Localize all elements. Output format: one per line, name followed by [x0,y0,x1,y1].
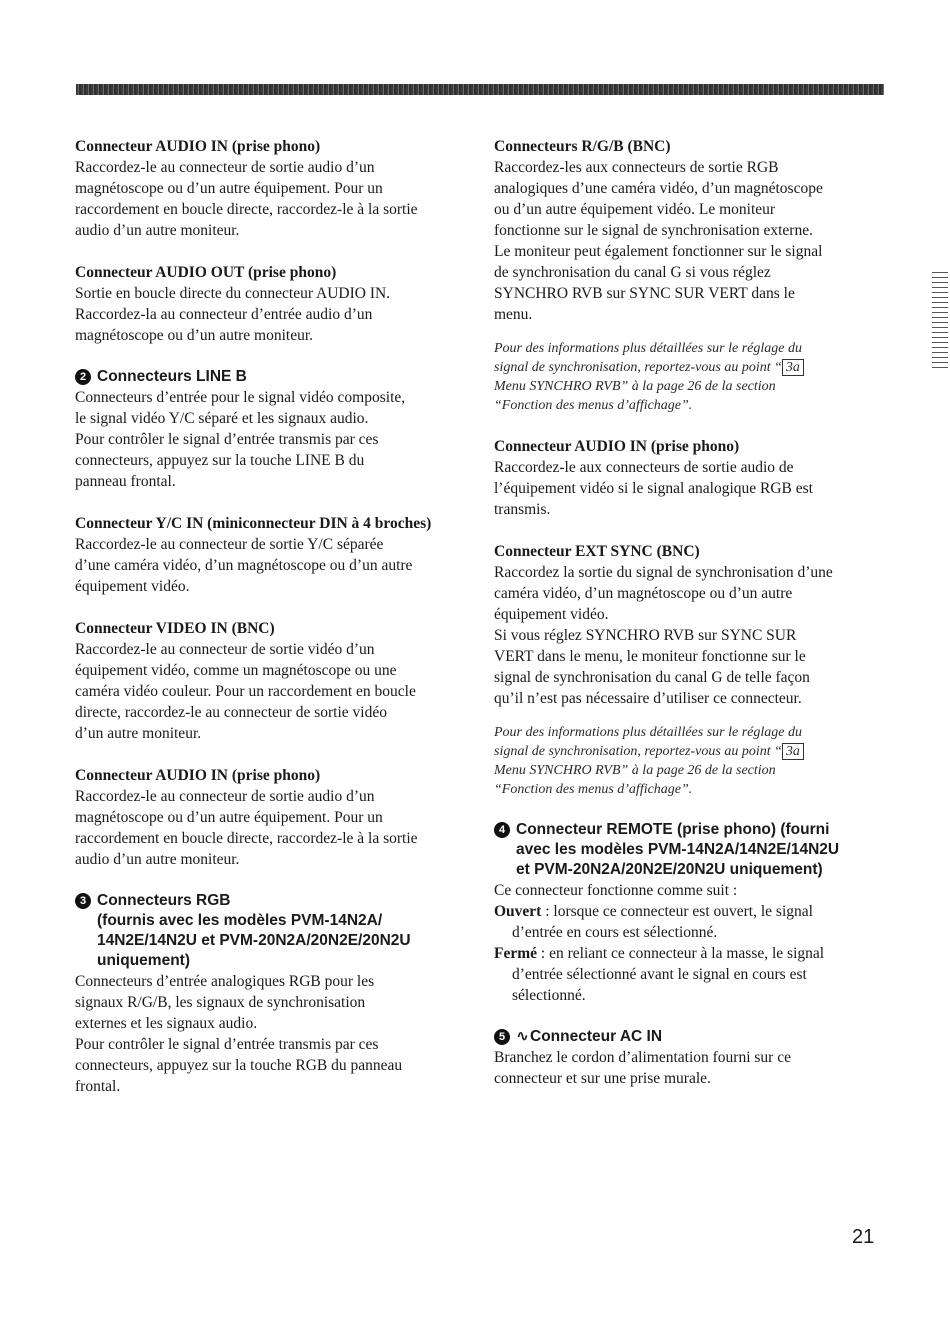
section-body: Raccordez-les aux connecteurs de sortie RGB analogiques d’une caméra vidéo, d’un magnétoscope ou d’un autre équipement vidéo. Le moniteur fonctionne sur le signal de synchronisation externe. Le moniteur peut également fonctionner sur le signal de synchronisation du canal G si vous réglez SYNCHRO RVB sur SYNC SUR VERT dans le menu. [494,159,823,323]
section-heading: 5 ∿Connecteur AC IN [494,1027,884,1047]
right-column [494,136,884,1110]
section-body: Sortie en boucle directe du connecteur AUDIO IN. Raccordez-la au connecteur d’entrée audio d’un magnétoscope ou d’un autre moniteur. [75,285,391,344]
section-body: Connecteurs d’entrée pour le signal vidéo composite, le signal vidéo Y/C séparé et les signaux audio. Pour contrôler le signal d’entrée transmis par ces connecteurs, appuyez sur la touche LINE B du panneau frontal. [75,389,406,490]
section-heading: 2 Connecteurs LINE B [75,367,465,387]
section-body: Raccordez-le au connecteur de sortie audio d’un magnétoscope ou d’un autre équipement. Pour un raccordement en boucle directe, raccordez-le à la sortie audio d’un autre moniteur. [75,159,418,239]
section-body: Raccordez-le au connecteur de sortie Y/C séparée d’une caméra vidéo, d’un magnétoscope ou d’un autre équipement vidéo. [75,536,413,595]
menu-ref-box: 3a [782,743,804,760]
section-body: Connecteurs d’entrée analogiques RGB pour les signaux R/G/B, les signaux de synchronisation externes et les signaux audio. Pour contrôler le signal d’entrée transmis par ces connecteurs, appuyez sur la touche RGB du panneau frontal. [75,973,403,1095]
section-intro: Ce connecteur fonctionne comme suit : [494,882,738,899]
number-badge: 3 [75,893,91,909]
section-audio-in-rgb [494,436,884,520]
section-body: Raccordez-le au connecteur de sortie audio d’un magnétoscope ou d’un autre équipement. Pour un raccordement en boucle directe, raccordez-le à la sortie audio d’un autre moniteur. [75,788,418,868]
section-yc-in [75,513,465,597]
section-heading: Connecteur AUDIO IN (prise phono) [75,138,321,155]
section-heading: Connecteurs R/G/B (BNC) [494,138,671,155]
definition-open: Ouvert : lorsque ce connecteur est ouvert, le signal d’entrée en cours est sélectionné. [494,903,813,941]
number-badge: 5 [494,1029,510,1045]
section-heading: Connecteur AUDIO IN (prise phono) [494,438,740,455]
section-heading: Connecteur EXT SYNC (BNC) [494,543,700,560]
note-text: Pour des informations plus détaillées sur le réglage du signal de synchronisation, reportez-vous au point “ 3a Menu SYNCHRO RVB” à la page 26 de la section “Fonction des menus d’affichage”. [494,725,802,797]
section-heading: Connecteur VIDEO IN (BNC) [75,620,275,637]
section-heading: Connecteur AUDIO IN (prise phono) [75,767,321,784]
left-column [75,136,465,1118]
section-ext-sync [494,541,884,709]
section-heading: 4 Connecteur REMOTE (prise phono) (fourni avec les modèles PVM-14N2A/14N2E/14N2U et PVM-20N2A/20N2E/20N2U uniquement) [494,820,884,880]
edge-tab-marks [932,272,948,368]
section-ac-in [494,1027,884,1089]
note-ext-sync [494,723,884,799]
number-badge: 4 [494,822,510,838]
section-body: Branchez le cordon d’alimentation fourni sur ce connecteur et sur une prise murale. [494,1049,791,1087]
section-body: Raccordez-le aux connecteurs de sortie audio de l’équipement vidéo si le signal analogique RGB est transmis. [494,459,813,518]
section-audio-in-2 [75,765,465,870]
section-heading: Connecteur AUDIO OUT (prise phono) [75,264,337,281]
section-video-in [75,618,465,744]
section-rgb [75,891,465,1097]
section-line-b [75,367,465,492]
section-body: Raccordez-le au connecteur de sortie vidéo d’un équipement vidéo, comme un magnétoscope ou une caméra vidéo couleur. Pour un raccordement en boucle directe, raccordez-le au connecteur de sortie vidéo d’un autre moniteur. [75,641,416,742]
page-number: 21 [852,1226,875,1248]
section-heading: Connecteur Y/C IN (miniconnecteur DIN à 4 broches) [75,515,432,532]
ac-wave-icon: ∿ [516,1028,529,1045]
section-body: Raccordez la sortie du signal de synchronisation d’une caméra vidéo, d’un magnétoscope ou d’un autre équipement vidéo. Si vous réglez SYNCHRO RVB sur SYNC SUR VERT dans le menu, le moniteur fonctionne sur le signal de synchronisation du canal G de telle façon qu’il n’est pas nécessaire d’utiliser ce connecteur. [494,564,833,707]
section-rgb-bnc [494,136,884,325]
section-heading: 3 Connecteurs RGB (fournis avec les modèles PVM-14N2A/ 14N2E/14N2U et PVM-20N2A/20N2E/20N2U uniquement) [75,891,465,971]
note-text: Pour des informations plus détaillées sur le réglage du signal de synchronisation, reportez-vous au point “ 3a Menu SYNCHRO RVB” à la page 26 de la section “Fonction des menus d’affichage”. [494,341,802,413]
menu-ref-box: 3a [782,359,804,376]
section-audio-in-1 [75,136,465,241]
note-rgb-sync [494,339,884,415]
number-badge: 2 [75,369,91,385]
section-remote [494,820,884,1006]
definition-closed: Fermé : en reliant ce connecteur à la masse, le signal d’entrée sélectionné avant le signal en cours est sélectionné. [494,945,825,1004]
section-audio-out [75,262,465,346]
header-rule [76,84,884,95]
